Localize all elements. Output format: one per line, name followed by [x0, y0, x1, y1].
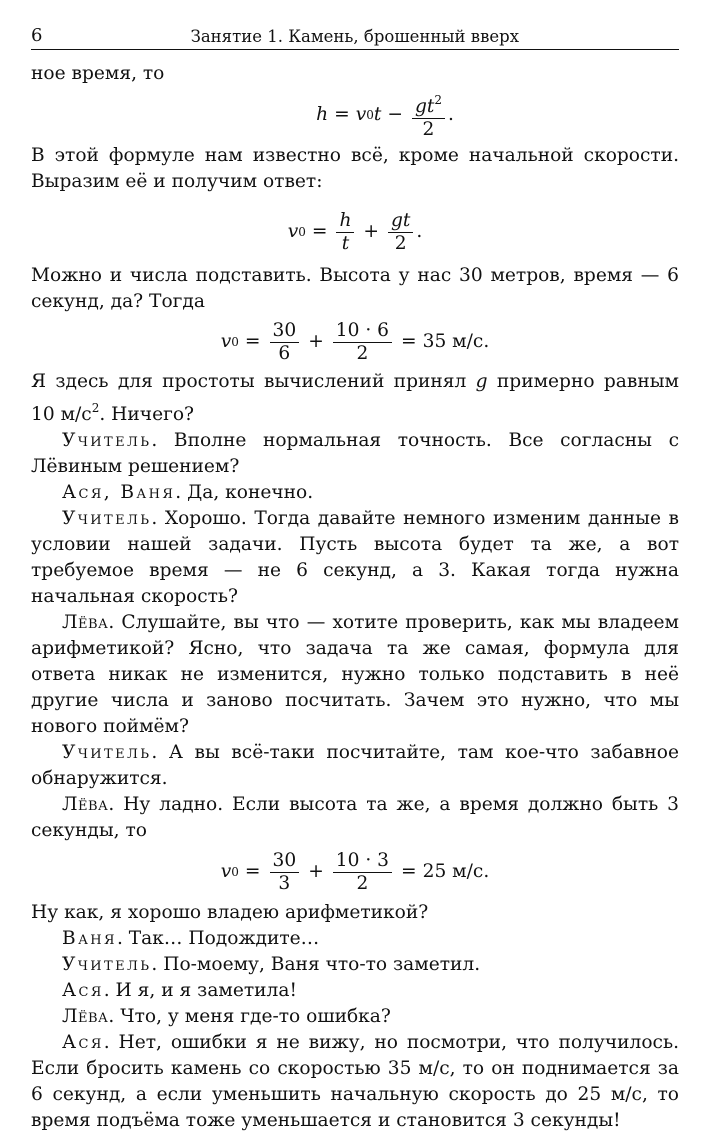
dialog-line: Учитель. Хорошо. Тогда давайте немного изменим данные в условии нашей задачи. Пусть высота будет та же, а вот требуемое время — не 6 секунд, а 3. Какая тогда нужна начальная скорость?	[31, 508, 679, 607]
page-body	[31, 61, 679, 1134]
fraction: $\frac{30}{6}$	[270, 320, 300, 364]
dialog-line: Ася. Нет, ошибки я не вижу, но посмотри, что получилось. Если бросить камень со скоростью 35 м/с, то он поднимается за 6 секунд, а если уменьшить начальную скорость до 25 м/с, то время подъёма тоже уменьшается и становится 3 секунды!	[31, 1032, 679, 1131]
fraction: $\frac{h}{t}$	[336, 210, 354, 254]
dialog-line: Ася, Ваня. Да, конечно.	[62, 482, 314, 503]
formula-result-25: v 0 = $\frac{30}{3}$ + $\frac{10 \cdot 3}{2}$ = 25 м/с.	[220, 850, 490, 894]
fraction: $\frac{30}{3}$	[270, 850, 300, 894]
dialog-line: Ваня. Так… Подождите…	[62, 928, 320, 949]
paragraph-express: В этой формуле нам известно всё, кроме начальной скорости. Выразим её и получим ответ:	[31, 145, 679, 192]
dialog-line: Лёва. Ну ладно. Если высота та же, а время должно быть 3 секунды, то	[31, 794, 679, 841]
formula-result-35: v 0 = $\frac{30}{6}$ + $\frac{10 \cdot 6}{2}$ = 35 м/с.	[220, 320, 490, 364]
dialog-line: Учитель. А вы всё-таки посчитайте, там кое-что забавное обнаружится.	[31, 742, 679, 789]
running-header	[31, 22, 679, 50]
dialog-line: Ася. И я, и я заметила!	[62, 980, 297, 1001]
chapter-title: Занятие 1. Камень, брошенный вверх	[190, 27, 519, 46]
fraction: $\frac{10 \cdot 3}{2}$	[333, 850, 392, 894]
dialog-line: Лёва. Что, у меня где-то ошибка?	[62, 1006, 391, 1027]
book-page	[31, 22, 679, 1134]
dialog-line: Учитель. Вполне нормальная точность. Все согласны с Лёвиным решением?	[31, 430, 679, 477]
paragraph-arithmetic: Ну как, я хорошо владею арифметикой?	[31, 902, 429, 923]
fraction: $\frac{gt}{2}$	[388, 210, 413, 254]
dialog-line: Учитель. По-моему, Ваня что-то заметил.	[62, 954, 481, 975]
paragraph-g: Я здесь для простоты вычислений принял g примерно равным 10 $м/с^2$. Ничего?	[31, 371, 680, 425]
intro-line: ное время, то	[31, 63, 165, 84]
paragraph-substitute: Можно и числа подставить. Высота у нас 30 метров, время — 6 секунд, да? Тогда	[31, 265, 679, 312]
page-number: 6	[31, 25, 43, 46]
fraction: $\frac{10 \cdot 6}{2}$	[333, 320, 392, 364]
fraction: $\frac{gt^2}{2}$	[412, 90, 445, 140]
dialog-line: Лёва. Слушайте, вы что — хотите проверить, как мы владеем арифметикой? Ясно, что задача та же самая, формула для ответа никак не изменится, нужно только подставить в неё другие числа и заново посчитать. Зачем это нужно, что мы нового поймём?	[31, 612, 679, 737]
formula-initial-velocity: v 0 = $\frac{h}{t}$ + $\frac{gt}{2}$ .	[287, 210, 423, 254]
formula-height: h = v 0 t − $\frac{gt^2}{2}$ .	[91, 87, 679, 143]
